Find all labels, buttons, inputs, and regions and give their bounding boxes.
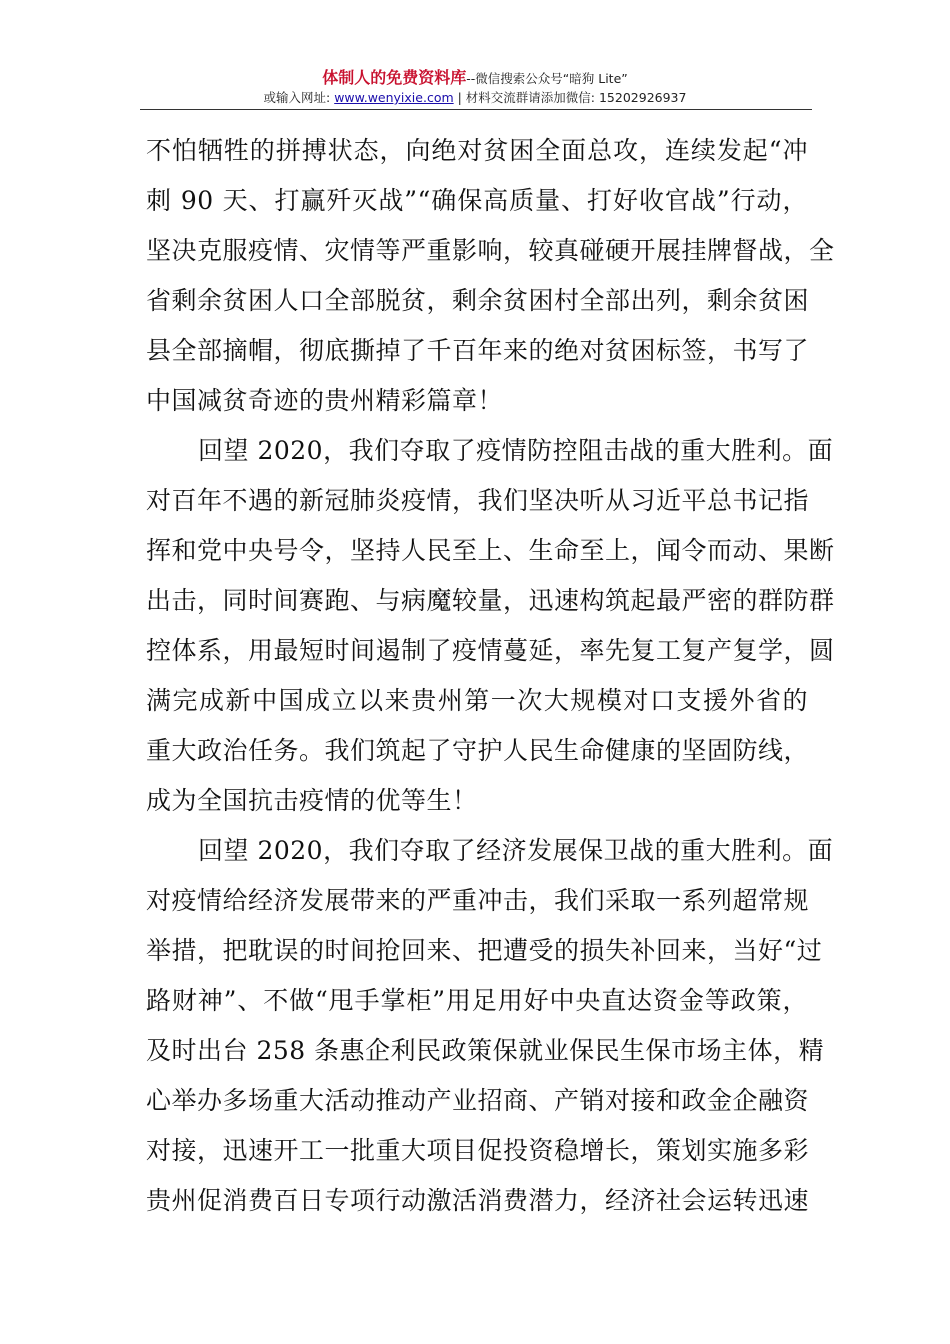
header-divider [140,109,812,110]
paragraph-start-line: 回望 2020，我们夺取了经济发展保卫战的重大胜利。面 [198,836,834,865]
body-line: 对百年不遇的新冠肺炎疫情，我们坚决听从习近平总书记指 [146,486,810,515]
page-header [0,68,950,107]
body-line: 对接，迅速开工一批重大项目促投资稳增长，策划实施多彩 [146,1136,810,1165]
body-line: 对疫情给经济发展带来的严重冲击，我们采取一系列超常规 [146,886,810,915]
brand-title: 体制人的免费资料库 [322,68,467,87]
body-line: 成为全国抗击疫情的优等生！ [146,786,478,815]
body-line: 县全部摘帽，彻底撕掉了千百年来的绝对贫困标签，书写了 [146,336,810,365]
body-line: 刺 90 天、打赢歼灭战”“确保高质量、打好收官战”行动， [146,186,808,215]
paragraph-start-line: 回望 2020，我们夺取了疫情防控阻击战的重大胜利。面 [198,436,834,465]
body-line: 省剩余贫困人口全部脱贫，剩余贫困村全部出列，剩余贫困 [146,286,810,315]
website-link[interactable]: www.wenyixie.com [334,90,454,105]
contact-info: | 材料交流群请添加微信: 15202926937 [453,90,687,105]
body-line: 及时出台 258 条惠企利民政策保就业保民生保市场主体，精 [146,1036,825,1065]
body-line: 挥和党中央号令，坚持人民至上、生命至上，闻令而动、果断 [146,536,835,565]
body-line: 中国减贫奇迹的贵州精彩篇章！ [146,386,504,415]
body-line: 举措，把耽误的时间抢回来、把遭受的损失补回来，当好“过 [146,936,823,965]
header-title-line [0,68,950,89]
body-line: 控体系，用最短时间遏制了疫情蔓延，率先复工复产复学，圆 [146,636,835,665]
body-line: 坚决克服疫情、灾情等严重影响，较真碰硬开展挂牌督战，全 [146,236,835,265]
body-line: 重大政治任务。我们筑起了守护人民生命健康的坚固防线， [146,736,810,765]
body-line: 出击，同时间赛跑、与病魔较量，迅速构筑起最严密的群防群 [146,586,835,615]
header-contact-line [0,89,950,107]
body-line: 不怕牺牲的拼搏状态，向绝对贫困全面总攻，连续发起“冲 [146,136,808,165]
body-line: 贵州促消费百日专项行动激活消费潜力，经济社会运转迅速 [146,1186,810,1215]
url-prefix: 或输入网址: [263,90,335,105]
document-body [146,126,835,1226]
body-line: 路财神”、不做“甩手掌柜”用足用好中央直达资金等政策， [146,986,808,1015]
body-line: 满完成新中国成立以来贵州第一次大规模对口支援外省的 [146,686,808,715]
wechat-note: --微信搜索公众号“暗狗 Lite” [466,71,628,86]
body-line: 心举办多场重大活动推动产业招商、产销对接和政金企融资 [146,1086,810,1115]
